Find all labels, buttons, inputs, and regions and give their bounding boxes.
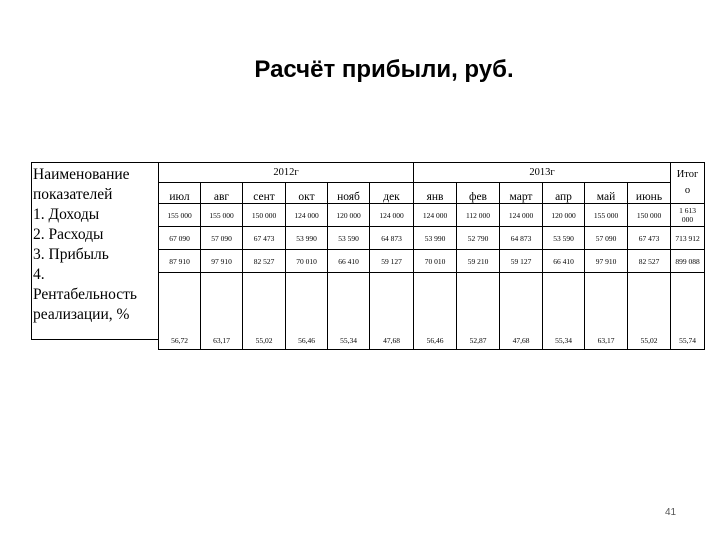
table-cell: 87 910 (159, 250, 201, 273)
page-number: 41 (665, 507, 677, 518)
table-cell: 155 000 (585, 204, 628, 227)
table-cell: 57 090 (201, 227, 243, 250)
income-row (159, 204, 705, 227)
table-cell: 124 000 (370, 204, 414, 227)
total-cell: 713 912 (671, 227, 705, 250)
table-cell: 55,02 (628, 273, 671, 350)
table-cell: 56,46 (414, 273, 457, 350)
table-cell: 67 473 (243, 227, 286, 250)
label-profitability-line-1: Рентабельность (33, 286, 137, 303)
table-cell: 47,68 (500, 273, 543, 350)
table-cell: 70 010 (414, 250, 457, 273)
table-cell: 150 000 (628, 204, 671, 227)
table-cell: 124 000 (414, 204, 457, 227)
table-cell: 97 910 (201, 250, 243, 273)
table-cell: 59 210 (457, 250, 500, 273)
table-cell: 124 000 (500, 204, 543, 227)
total-cell: 55,74 (671, 273, 705, 350)
slide-title: Расчёт прибыли, руб. (254, 56, 514, 83)
table-cell: 67 473 (628, 227, 671, 250)
table-cell: 55,02 (243, 273, 286, 350)
table-cell: 59 127 (370, 250, 414, 273)
label-profit: 3. Прибыль (33, 246, 109, 263)
month-header: март (500, 183, 543, 204)
month-header: дек (370, 183, 414, 204)
table-cell: 66 410 (543, 250, 585, 273)
table-cell: 120 000 (543, 204, 585, 227)
expenses-row (159, 227, 705, 250)
profit-row (159, 250, 705, 273)
table-cell: 66 410 (328, 250, 370, 273)
table-cell: 124 000 (286, 204, 328, 227)
table-cell: 97 910 (585, 250, 628, 273)
month-header: июнь (628, 183, 671, 204)
table-cell: 55,34 (543, 273, 585, 350)
label-profitability-line-2: реализации, % (33, 306, 130, 323)
table-cell: 52,87 (457, 273, 500, 350)
month-header: фев (457, 183, 500, 204)
table-cell: 53 990 (286, 227, 328, 250)
year-2012-header: 2012г (159, 163, 414, 183)
table-cell: 70 010 (286, 250, 328, 273)
indicator-labels (31, 162, 159, 340)
month-header-row (159, 183, 705, 204)
label-header-line-1: Наименование (33, 166, 130, 183)
month-header: окт (286, 183, 328, 204)
month-header: июл (159, 183, 201, 204)
label-header-line-2: показателей (33, 186, 113, 203)
table-cell: 155 000 (159, 204, 201, 227)
table-cell: 64 873 (500, 227, 543, 250)
total-cell: 899 088 (671, 250, 705, 273)
month-header: апр (543, 183, 585, 204)
table-cell: 56,46 (286, 273, 328, 350)
month-header: май (585, 183, 628, 204)
total-cell: 1 613 000 (671, 204, 705, 227)
table-cell: 56,72 (159, 273, 201, 350)
label-income: 1. Доходы (33, 206, 100, 223)
table-cell: 155 000 (201, 204, 243, 227)
month-header: сент (243, 183, 286, 204)
table-cell: 63,17 (585, 273, 628, 350)
table-cell: 47,68 (370, 273, 414, 350)
month-header: авг (201, 183, 243, 204)
table-cell: 64 873 (370, 227, 414, 250)
table-cell: 55,34 (328, 273, 370, 350)
table-cell: 53 590 (543, 227, 585, 250)
table-cell: 120 000 (328, 204, 370, 227)
profitability-row (159, 273, 705, 350)
table-cell: 53 590 (328, 227, 370, 250)
table-cell: 67 090 (159, 227, 201, 250)
table-cell: 82 527 (628, 250, 671, 273)
table-cell: 59 127 (500, 250, 543, 273)
table-cell: 57 090 (585, 227, 628, 250)
table-cell: 82 527 (243, 250, 286, 273)
table-cell: 53 990 (414, 227, 457, 250)
table-cell: 52 790 (457, 227, 500, 250)
month-header: янв (414, 183, 457, 204)
year-2013-header: 2013г (414, 163, 671, 183)
label-expenses: 2. Расходы (33, 226, 104, 243)
total-header: Итог о (671, 163, 705, 204)
year-header-row (159, 163, 705, 183)
table-cell: 150 000 (243, 204, 286, 227)
table-cell: 63,17 (201, 273, 243, 350)
month-header: нояб (328, 183, 370, 204)
profit-table (158, 162, 705, 350)
label-profitability-number: 4. (33, 266, 45, 283)
table-cell: 112 000 (457, 204, 500, 227)
